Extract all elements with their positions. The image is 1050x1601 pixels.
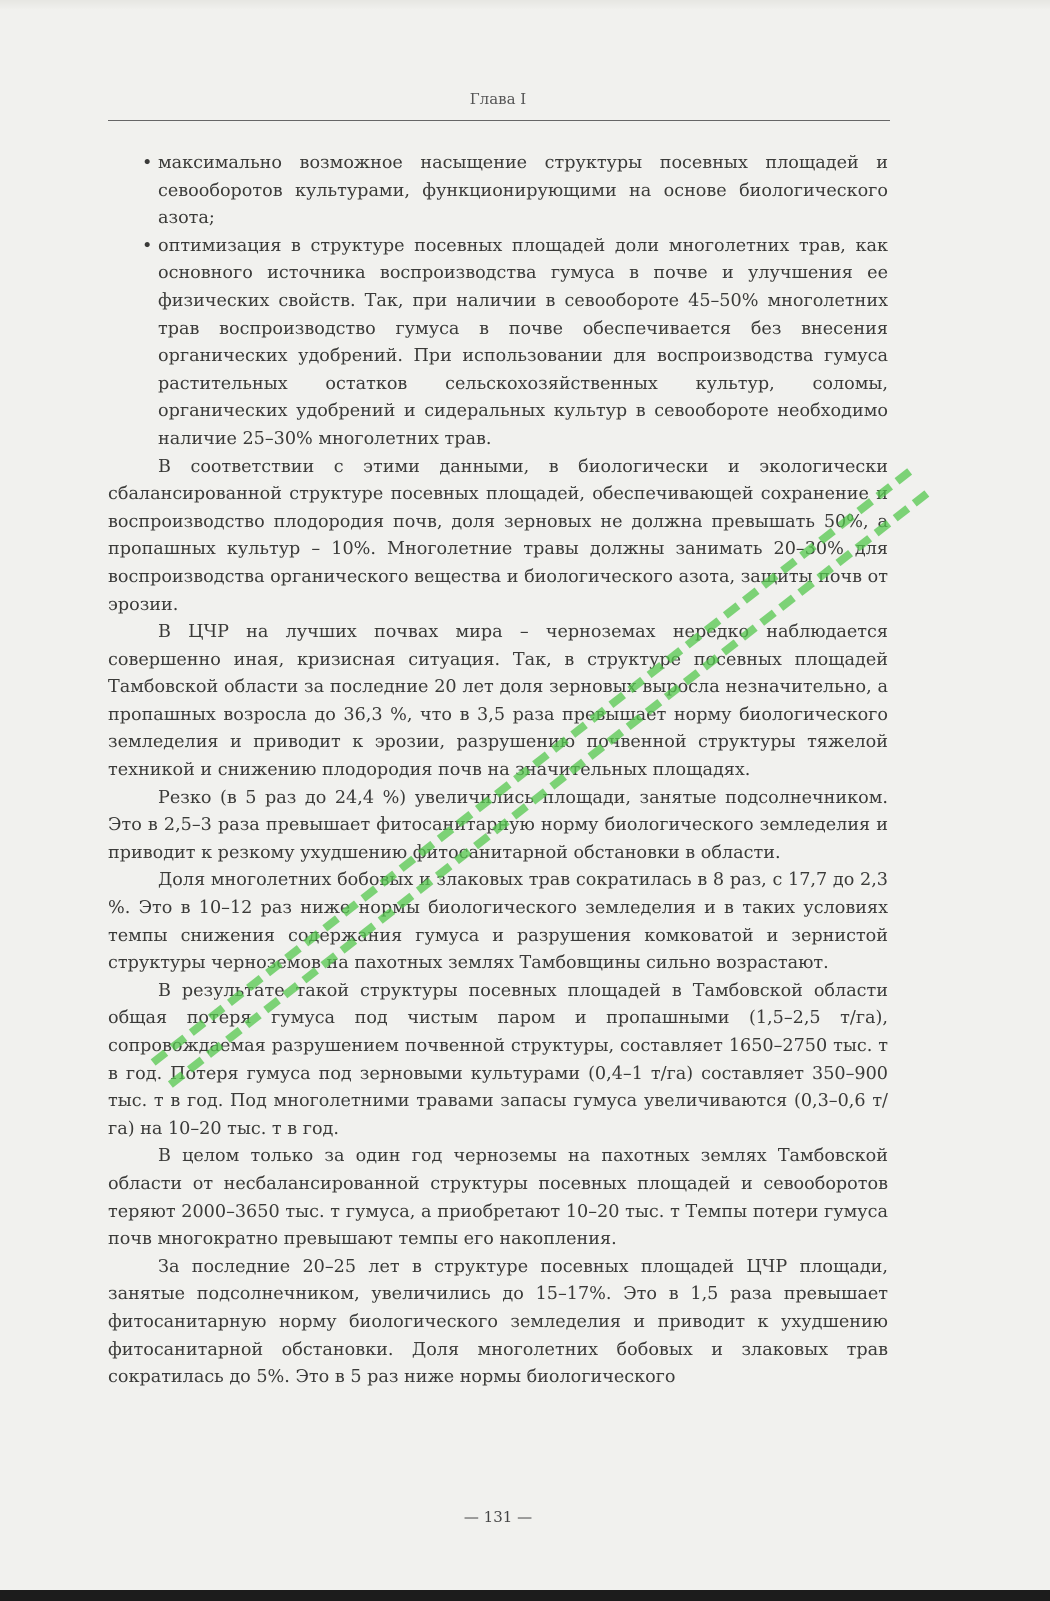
- paragraph: Доля многолетних бобовых и злаковых трав сократилась в 8 раз, с 17,7 до 2,3 %. Это в 10–12 раз ниже нормы биологического земледелия и в таких условиях темпы снижения содержания гумуса и разрушения комковатой и зернистой структуры черноземов на пахотных землях Тамбовщины сильно возрастают.: [108, 870, 888, 974]
- paragraph: За последние 20–25 лет в структуре посевных площадей ЦЧР площади, занятые подсолнечником, увеличились до 15–17%. Это в 1,5 раза превышает фитосанитарную норму биологического земледелия и приводит к ухудшению фитосанитарной обстановки. Доля многолетних бобовых и злаковых трав сократилась до 5%. Это в 5 раз ниже нормы биологического: [108, 1256, 888, 1388]
- paragraph: В соответствии с этими данными, в биологически и экологически сбалансированной структуре посевных площадей, обеспечивающей сохранение и воспроизводство плодородия почв, доля зерновых не должна превышать 50%, а пропашных культур – 10%. Многолетние травы должны занимать 20–30% для воспроизводства органического вещества и биологического азота, защиты почв от эрозии.: [108, 456, 888, 615]
- bullet-item: • оптимизация в структуре посевных площадей доли многолетних трав, как основного источника воспроизводства гумуса в почве и улучшения ее физических свойств. Так, при наличии в севообороте 45–50% многолетних трав воспроизводство гумуса в почве обеспечивается без внесения органических удобрений. При использовании для воспроизводства гумуса растительных остатков сельскохозяйственных культур, соломы, органических удобрений и сидеральных культур в севообороте необходимо наличие 25–30% многолетних трав.: [108, 233, 888, 454]
- paragraph: В результате такой структуры посевных площадей в Тамбовской области общая потеря гумуса под чистым паром и пропашными (1,5–2,5 т/га), сопровождаемая разрушением почвенной структуры, составляет 1650–2750 тыс. т в год. Потеря гумуса под зерновыми культурами (0,4–1 т/га) составляет 350–900 тыс. т в год. Под многолетними травами запасы гумуса увеличиваются (0,3–0,6 т/га) на 10–20 тыс. т в год.: [108, 980, 888, 1139]
- page-body: [108, 150, 888, 1392]
- page-top-edge: [0, 0, 1050, 10]
- page-number: — 131 —: [463, 1508, 533, 1526]
- paragraph: В ЦЧР на лучших почвах мира – черноземах нередко наблюдается совершенно иная, кризисная ситуация. Так, в структуре посевных площадей Тамбовской области за последние 20 лет доля зерновых выросла незначительно, а пропашных возросла до 36,3 %, что в 3,5 раза превышает норму биологического земледелия и приводит к эрозии, разрушению почвенной структуры тяжелой техникой и снижению плодородия почв на значительных площадях.: [108, 622, 888, 781]
- header-rule: [108, 120, 890, 121]
- running-header: Глава I: [469, 90, 527, 108]
- bullet-item: • максимально возможное насыщение структуры посевных площадей и севооборотов культурами, функционирующими на основе биологического азота;: [108, 150, 888, 233]
- paragraph: Резко (в 5 раз до 24,4 %) увеличились площади, занятые подсолнечником. Это в 2,5–3 раза превышает фитосанитарную норму биологического земледелия и приводит к резкому ухудшению фитосанитарной обстановки в области.: [108, 787, 888, 863]
- scan-bottom-edge: [0, 1590, 1050, 1601]
- paragraph: В целом только за один год черноземы на пахотных землях Тамбовской области от несбалансированной структуры посевных площадей и севооборотов теряют 2000–3650 тыс. т гумуса, а приобретают 10–20 тыс. т Темпы потери гумуса почв многократно превышают темпы его накопления.: [108, 1146, 888, 1250]
- bullet-list: [108, 150, 888, 454]
